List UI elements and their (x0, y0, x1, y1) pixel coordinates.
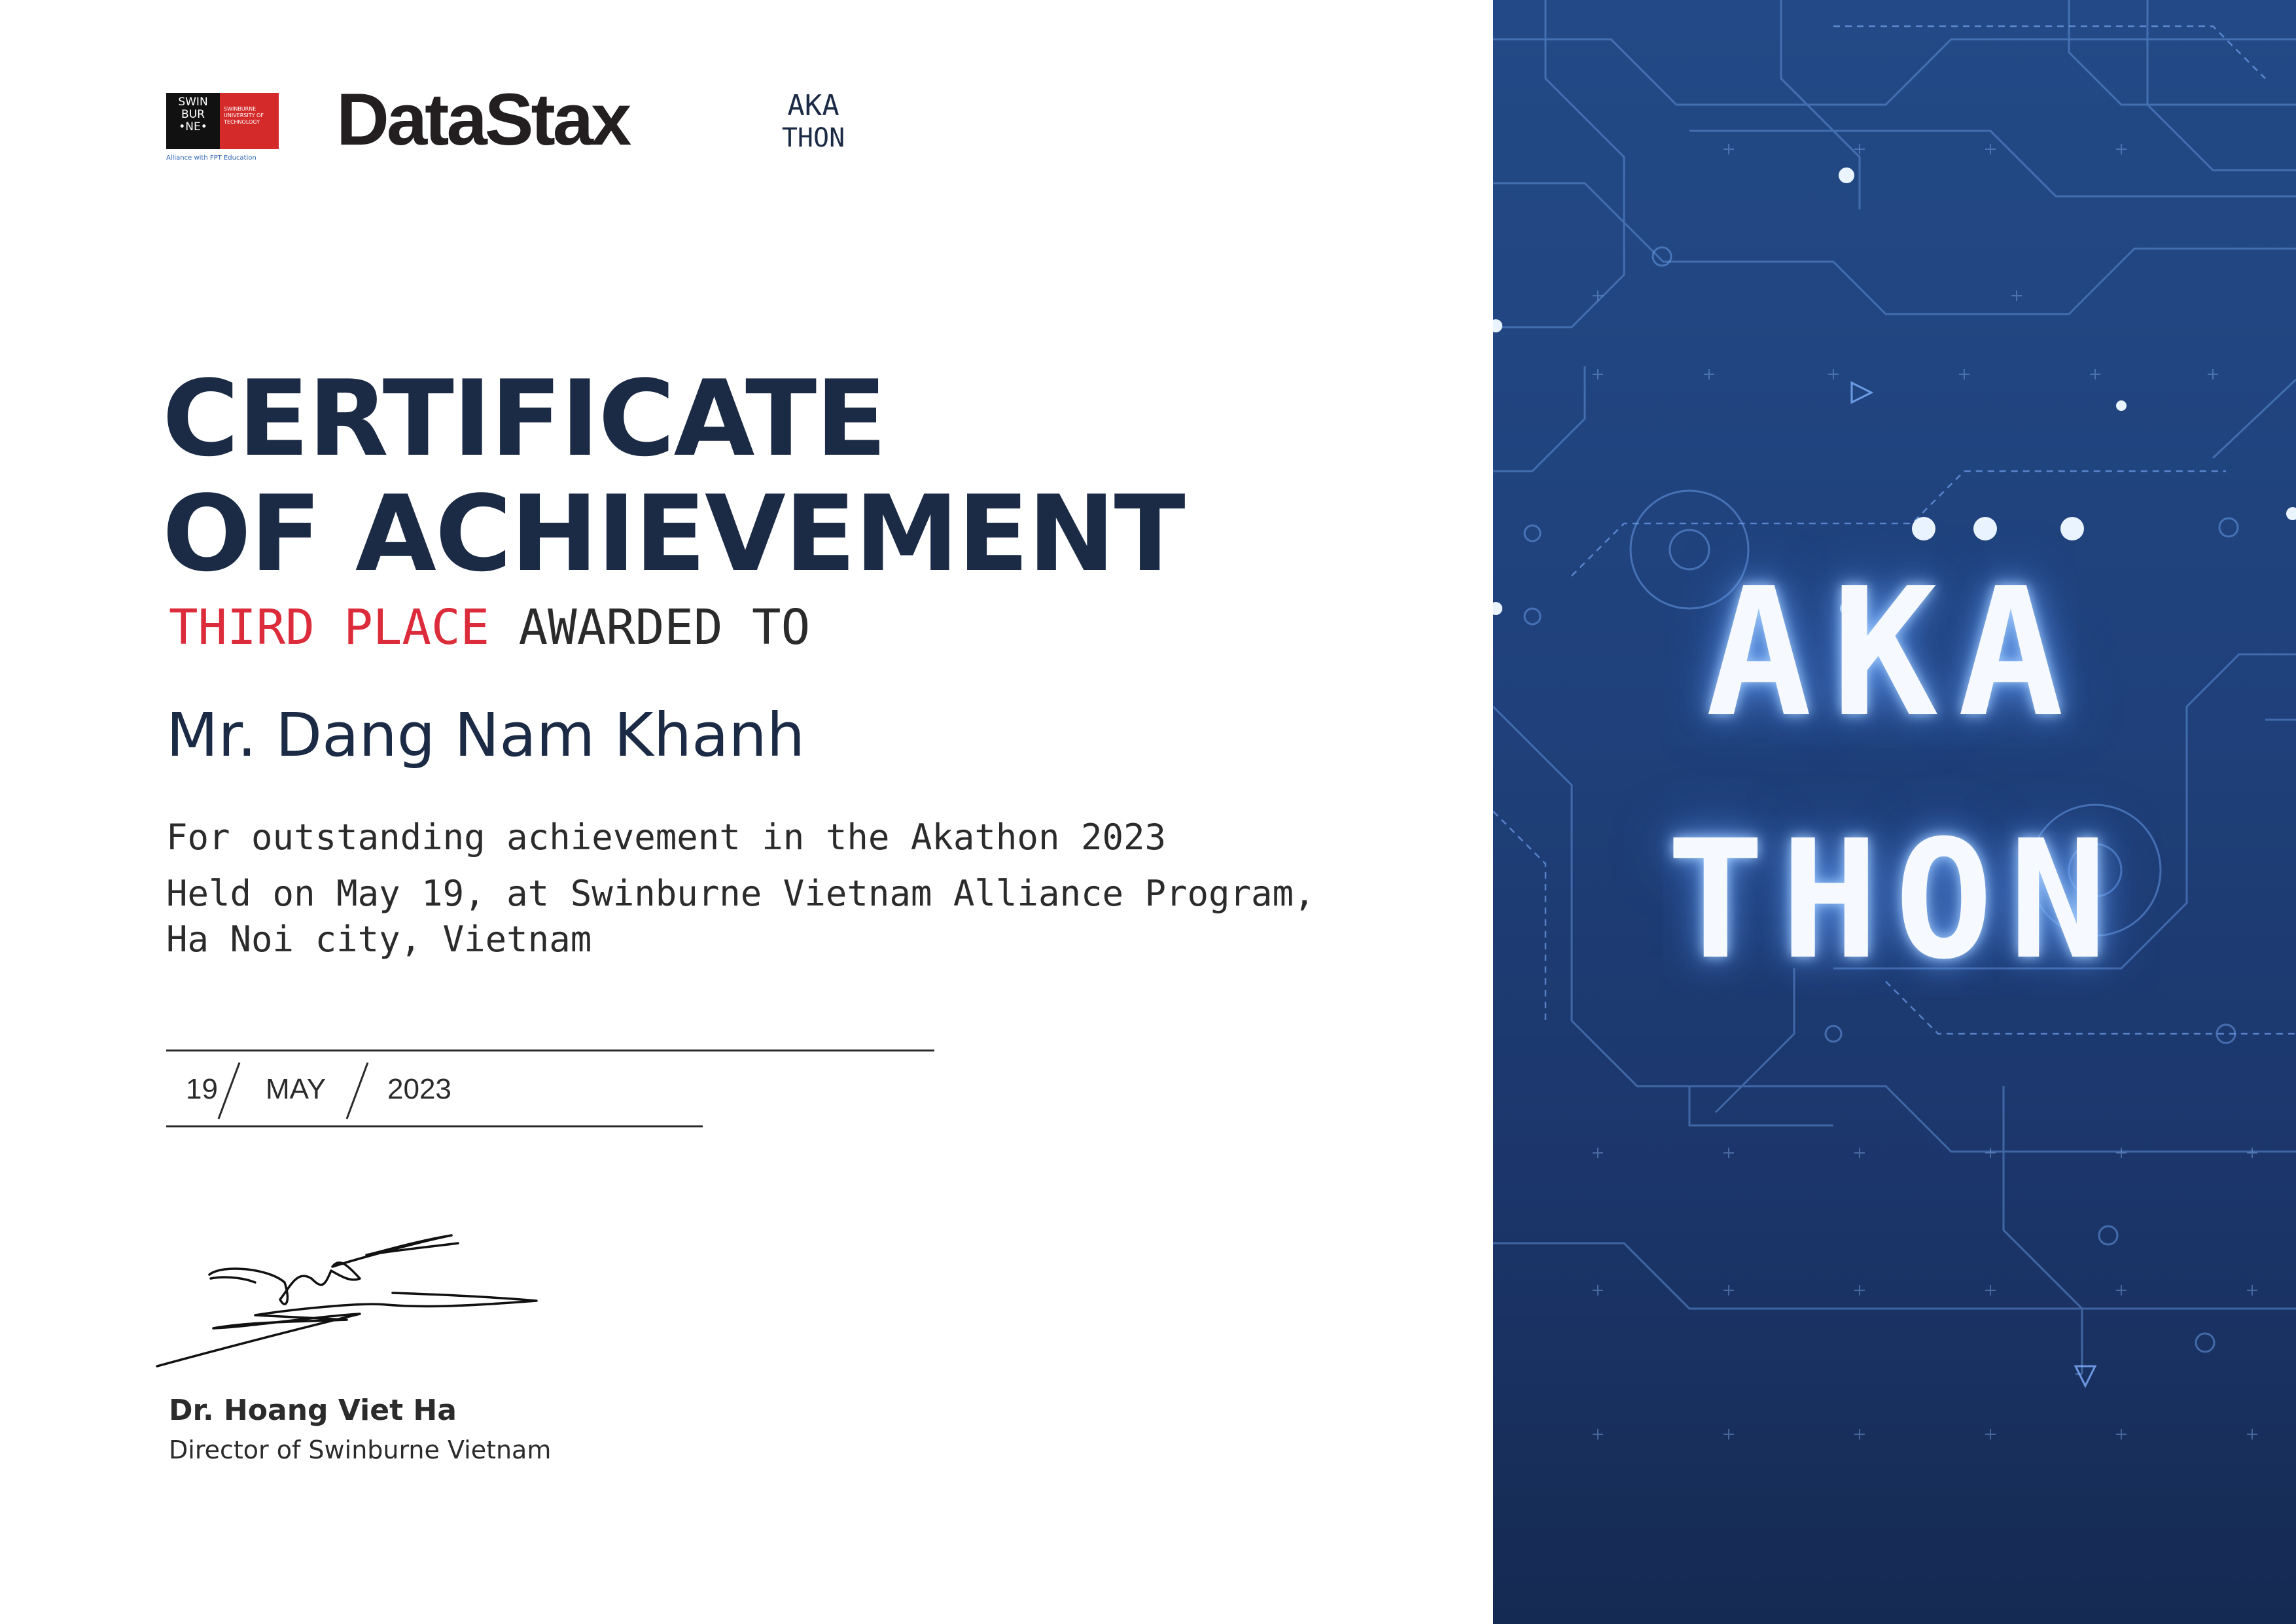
awarded-to-label: AWARDED TO (489, 599, 811, 656)
swinburne-mark-line: •NE• (179, 120, 207, 133)
swinburne-subtitle: SWINBURNE UNIVERSITY OF TECHNOLOGY (220, 93, 279, 149)
date-day: 19 (186, 1073, 218, 1105)
description-line: For outstanding achievement in the Akathon 2023 (166, 817, 1167, 858)
certificate-title-line2: OF ACHIEVEMENT (162, 472, 1184, 595)
akathon-word-top: AKA (1705, 550, 2084, 756)
signer-title: Director of Swinburne Vietnam (169, 1436, 552, 1464)
datastax-logo: DataStax (336, 79, 629, 160)
akathon-small-top: AKA (787, 89, 839, 122)
signer-name: Dr. Hoang Viet Ha (169, 1394, 457, 1427)
akathon-panel (1493, 0, 2296, 1624)
swinburne-alliance-text: Alliance with FPT Education (166, 154, 256, 162)
swinburne-mark-line: BUR (181, 108, 205, 121)
award-place: THIRD PLACE (169, 599, 490, 656)
swinburne-mark-line: SWIN (178, 96, 208, 109)
date-bottom-rule (166, 1125, 703, 1127)
date-top-rule (166, 1050, 934, 1051)
date-slash-icon (344, 1061, 370, 1120)
akathon-small-bottom: THON (781, 123, 845, 153)
description-line: Ha Noi city, Vietnam (166, 919, 592, 960)
certificate-title-line1: CERTIFICATE (162, 357, 886, 480)
akathon-word-bottom: THON (1666, 805, 2123, 995)
date-slash-icon (216, 1061, 242, 1120)
description-line: Held on May 19, at Swinburne Vietnam Alliance Program, (166, 873, 1315, 914)
certificate-title (162, 357, 1184, 595)
date-month: MAY (266, 1073, 327, 1105)
swinburne-logo (166, 93, 279, 162)
award-line (169, 599, 810, 656)
swinburne-mark (166, 93, 220, 149)
akathon-small-logo (758, 88, 869, 153)
date-year: 2023 (387, 1073, 451, 1105)
signature-image (150, 1224, 543, 1374)
recipient-name: Mr. Dang Nam Khanh (166, 700, 805, 770)
